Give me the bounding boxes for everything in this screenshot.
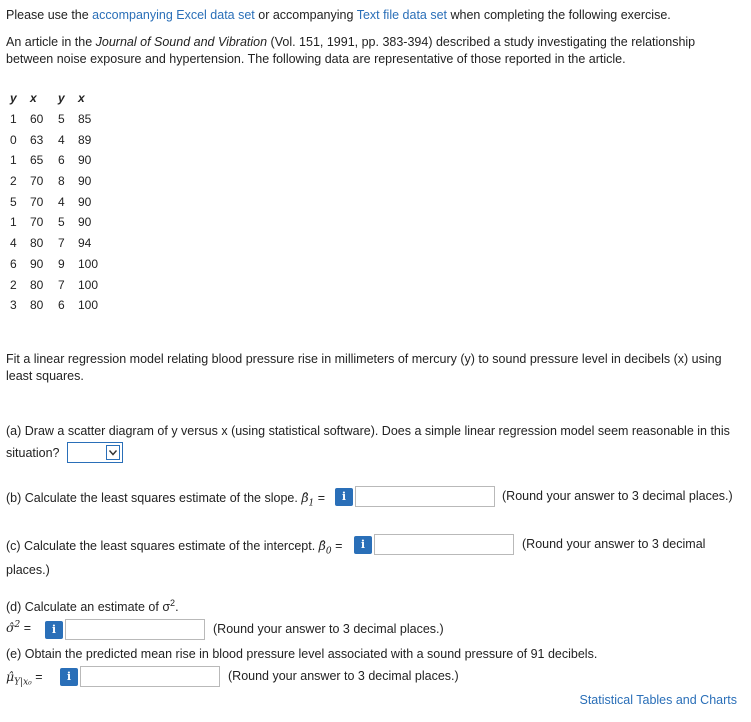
table-cell: 1 bbox=[10, 153, 17, 168]
table-header-row bbox=[10, 88, 104, 109]
table-row bbox=[10, 254, 104, 275]
table-cell: 5 bbox=[58, 112, 65, 127]
intro-text: or accompanying bbox=[254, 8, 357, 22]
table-cell: 6 bbox=[10, 256, 17, 271]
beta-hat: β̂ bbox=[301, 490, 309, 505]
prediction-hint: (Round your answer to 3 decimal places.) bbox=[228, 669, 459, 683]
intercept-input[interactable] bbox=[374, 534, 514, 555]
intercept-hint-continued: places.) bbox=[6, 563, 50, 577]
table-cell: 90 bbox=[78, 174, 92, 189]
question-a-text: situation? bbox=[6, 446, 60, 460]
question-b bbox=[6, 489, 325, 513]
table-cell: 65 bbox=[30, 153, 44, 168]
subscript: 0 bbox=[325, 546, 332, 557]
slope-hint: (Round your answer to 3 decimal places.) bbox=[502, 489, 733, 503]
column-header: y bbox=[10, 91, 17, 106]
intro-text: (Vol. 151, 1991, pp. 383-394) described a study investigating the relationship bbox=[267, 35, 696, 49]
sigma-hat: σ̂ bbox=[6, 620, 15, 636]
text-file-data-link[interactable]: Text file data set bbox=[356, 8, 448, 22]
table-cell: 6 bbox=[58, 298, 65, 313]
table-cell: 3 bbox=[10, 298, 17, 313]
slope-input[interactable] bbox=[355, 486, 495, 507]
table-row bbox=[10, 129, 104, 150]
table-cell: 9 bbox=[58, 256, 65, 271]
table-cell: 80 bbox=[30, 298, 44, 313]
sigma-symbol bbox=[6, 620, 20, 635]
table-row bbox=[10, 295, 104, 316]
table-row bbox=[10, 274, 104, 295]
question-a-text: (a) Draw a scatter diagram of y versus x (using statistical software). Does a simple linear regression model seem reasonable in this bbox=[6, 424, 730, 438]
table-cell: 90 bbox=[78, 215, 92, 230]
table-cell: 1 bbox=[10, 215, 17, 230]
superscript: 2 bbox=[14, 620, 21, 630]
prediction-input[interactable] bbox=[80, 666, 220, 687]
intro-text: between noise exposure and hypertension. The following data are representative of those reported in the article. bbox=[6, 52, 626, 66]
table-row bbox=[10, 150, 104, 171]
question-b-text: (b) Calculate the least squares estimate of the slope. bbox=[6, 491, 298, 505]
period: . bbox=[175, 600, 179, 615]
table-cell: 6 bbox=[58, 153, 65, 168]
journal-title: Journal of Sound and Vibration bbox=[95, 35, 268, 49]
table-row bbox=[10, 212, 104, 233]
sigma-hint: (Round your answer to 3 decimal places.) bbox=[213, 622, 444, 636]
excel-data-link[interactable]: accompanying Excel data set bbox=[92, 8, 255, 22]
table-cell: 100 bbox=[78, 277, 99, 292]
table-cell: 89 bbox=[78, 132, 92, 147]
beta1-symbol bbox=[301, 490, 315, 509]
info-icon[interactable]: i bbox=[335, 488, 353, 506]
table-cell: 4 bbox=[58, 194, 65, 209]
mu-symbol bbox=[6, 669, 32, 688]
table-cell: 5 bbox=[10, 194, 17, 209]
beta-hat: β̂ bbox=[318, 538, 326, 553]
table-cell: 70 bbox=[30, 194, 44, 209]
subscript: Y|x₀ bbox=[14, 677, 32, 688]
question-d-text: (d) Calculate an estimate of σ bbox=[6, 600, 171, 615]
intro-text: when completing the following exercise. bbox=[447, 8, 671, 22]
question-c bbox=[6, 537, 342, 561]
intercept-hint: (Round your answer to 3 decimal bbox=[522, 537, 706, 551]
table-cell: 2 bbox=[10, 277, 17, 292]
table-cell: 80 bbox=[30, 236, 44, 251]
table-row bbox=[10, 109, 104, 130]
mu-label bbox=[6, 669, 43, 688]
table-cell: 63 bbox=[30, 132, 44, 147]
sigma-input[interactable] bbox=[65, 619, 205, 640]
mu-hat: μ̂ bbox=[6, 669, 15, 684]
table-cell: 80 bbox=[30, 277, 44, 292]
equals-sign: = bbox=[317, 491, 326, 505]
table-cell: 5 bbox=[58, 215, 65, 230]
intro-text: Please use the bbox=[6, 8, 93, 22]
equals-sign: = bbox=[35, 670, 43, 684]
column-header: x bbox=[30, 91, 37, 106]
subscript: 1 bbox=[308, 498, 315, 509]
table-cell: 70 bbox=[30, 215, 44, 230]
fit-text: Fit a linear regression model relating blood pressure rise in millimeters of mercury (y) to sound pressure level in decibels (x) using bbox=[6, 352, 722, 366]
table-cell: 90 bbox=[78, 153, 92, 168]
info-icon[interactable]: i bbox=[60, 668, 78, 686]
table-cell: 90 bbox=[30, 256, 44, 271]
table-cell: 2 bbox=[10, 174, 17, 189]
table-row bbox=[10, 171, 104, 192]
table-cell: 4 bbox=[10, 236, 17, 251]
chevron-down-icon[interactable] bbox=[106, 445, 120, 460]
fit-text: least squares. bbox=[6, 369, 84, 383]
question-c-text: (c) Calculate the least squares estimate of the intercept. bbox=[6, 539, 316, 553]
table-cell: 0 bbox=[10, 132, 17, 147]
info-icon[interactable]: i bbox=[354, 536, 372, 554]
equals-sign: = bbox=[23, 621, 32, 636]
intro-text: An article in the bbox=[6, 35, 96, 49]
beta0-symbol bbox=[318, 538, 332, 557]
sigma-label bbox=[6, 620, 31, 635]
equals-sign: = bbox=[335, 539, 343, 553]
info-icon[interactable]: i bbox=[45, 621, 63, 639]
table-cell: 85 bbox=[78, 112, 92, 127]
statistical-tables-link[interactable]: Statistical Tables and Charts bbox=[579, 693, 737, 707]
table-cell: 100 bbox=[78, 298, 99, 313]
data-table bbox=[10, 88, 104, 316]
table-row bbox=[10, 233, 104, 254]
table-cell: 4 bbox=[58, 132, 65, 147]
question-e: (e) Obtain the predicted mean rise in blood pressure level associated with a sound pressure of 91 decibels. bbox=[6, 647, 598, 661]
column-header: y bbox=[58, 91, 65, 106]
column-header: x bbox=[78, 91, 85, 106]
table-cell: 7 bbox=[58, 236, 65, 251]
superscript: 2 bbox=[170, 598, 176, 608]
fit-instructions bbox=[6, 351, 722, 385]
table-cell: 100 bbox=[78, 256, 99, 271]
table-cell: 60 bbox=[30, 112, 44, 127]
table-cell: 8 bbox=[58, 174, 65, 189]
table-cell: 1 bbox=[10, 112, 17, 127]
table-cell: 7 bbox=[58, 277, 65, 292]
table-cell: 94 bbox=[78, 236, 92, 251]
reasonable-dropdown[interactable] bbox=[67, 442, 123, 463]
intro-paragraph-1 bbox=[6, 7, 671, 24]
table-row bbox=[10, 191, 104, 212]
table-cell: 70 bbox=[30, 174, 44, 189]
table-cell: 90 bbox=[78, 194, 92, 209]
question-d bbox=[6, 598, 179, 614]
intro-paragraph-2 bbox=[6, 34, 695, 68]
